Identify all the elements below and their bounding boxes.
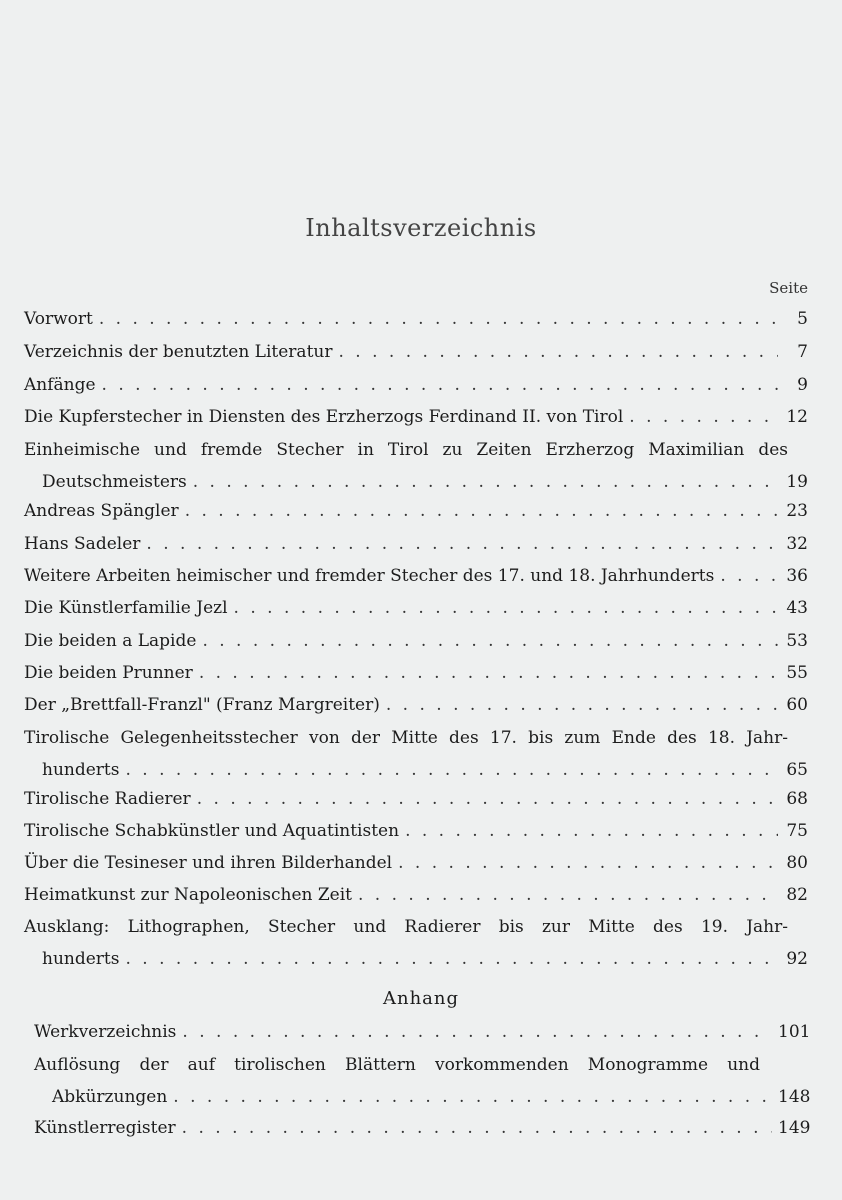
dot-leader — [197, 788, 778, 810]
appendix-heading: Anhang — [382, 988, 460, 1009]
dot-leader — [199, 662, 778, 684]
toc-entry-page: 5 — [797, 309, 808, 329]
toc-entry-label: Die Künstlerfamilie Jezl — [24, 598, 228, 618]
dot-leader — [102, 374, 778, 396]
toc-entry-page: 149 — [778, 1118, 811, 1138]
toc-entry — [24, 500, 808, 522]
toc-entry — [24, 727, 808, 781]
toc-entry-label: Einheimische und fremde Stecher in Tirol zu Zeiten Erzherzog Maximilian des — [24, 440, 788, 460]
toc-entry-label: Die beiden Prunner — [24, 663, 193, 683]
toc-entry-page: 32 — [786, 534, 808, 554]
toc-entry-page: 101 — [778, 1022, 811, 1042]
toc-entry-page: 80 — [786, 853, 808, 873]
toc-entry-page: 23 — [786, 501, 808, 521]
toc-entry-label: Tirolische Radierer — [24, 789, 191, 809]
toc-entry-label: Vorwort — [24, 309, 93, 329]
toc-entry — [24, 788, 808, 810]
toc-entry — [34, 1117, 811, 1139]
toc-entry-page: 19 — [786, 472, 808, 492]
toc-entry-label: Über die Tesineser und ihren Bilderhandel — [24, 853, 393, 873]
toc-entry-page: 43 — [786, 598, 808, 618]
toc-entry-page: 36 — [786, 566, 808, 586]
toc-entry — [34, 1054, 811, 1108]
toc-entry — [24, 406, 808, 428]
toc-entry-label: Weitere Arbeiten heimischer und fremder Stecher des 17. und 18. Jahrhunderts — [24, 566, 715, 586]
toc-entry — [24, 630, 808, 652]
dot-leader — [125, 759, 778, 781]
toc-entry — [24, 662, 808, 684]
toc-entry-label: Künstlerregister — [34, 1118, 176, 1138]
toc-entry-label: Auflösung der auf tirolischen Blättern vorkommenden Monogramme und — [34, 1055, 760, 1075]
toc-entry-label: Tirolische Gelegenheitsstecher von der Mitte des 17. bis zum Ende des 18. Jahr- — [24, 728, 788, 748]
toc-entry-label-continued: hunderts — [42, 760, 120, 780]
toc-entry — [24, 374, 808, 396]
toc-entry-page: 75 — [786, 821, 808, 841]
toc-entry-label: Andreas Spängler — [24, 501, 179, 521]
toc-entry-label: Tirolische Schabkünstler und Aquatintisten — [24, 821, 400, 841]
dot-leader — [629, 406, 778, 428]
dot-leader — [338, 341, 778, 363]
toc-entry-label: Verzeichnis der benutzten Literatur — [24, 342, 333, 362]
toc-entry — [24, 308, 808, 330]
dot-leader — [146, 533, 778, 555]
toc-entry — [24, 565, 808, 587]
toc-entry — [24, 694, 808, 716]
toc-entry-label-continued: Deutschmeisters — [42, 472, 187, 492]
toc-entry-label: Anfänge — [24, 375, 96, 395]
toc-entry-page: 53 — [786, 631, 808, 651]
toc-entry-label: Die Kupferstecher in Diensten des Erzherzogs Ferdinand II. von Tirol — [24, 407, 624, 427]
page-column-header: Seite — [769, 279, 808, 297]
dot-leader — [405, 820, 778, 842]
dot-leader — [193, 471, 778, 493]
toc-entry-page: 12 — [786, 407, 808, 427]
dot-leader — [398, 852, 778, 874]
toc-entry-label: Hans Sadeler — [24, 534, 141, 554]
toc-entry — [24, 916, 808, 970]
toc-entry-page: 68 — [786, 789, 808, 809]
dot-leader — [125, 948, 778, 970]
toc-entry-page: 9 — [797, 375, 808, 395]
dot-leader — [386, 694, 778, 716]
page-title: Inhaltsverzeichnis — [305, 214, 537, 242]
toc-entry-label: Die beiden a Lapide — [24, 631, 197, 651]
toc-entry-label-continued: hunderts — [42, 949, 120, 969]
toc-entry — [24, 597, 808, 619]
toc-entry-label-continued: Abkürzungen — [52, 1087, 168, 1107]
toc-entry-page: 55 — [786, 663, 808, 683]
toc-entry — [34, 1021, 811, 1043]
toc-entry-page: 7 — [797, 342, 808, 362]
dot-leader — [185, 500, 778, 522]
dot-leader — [720, 565, 778, 587]
toc-entry-page: 65 — [786, 760, 808, 780]
dot-leader — [182, 1117, 772, 1139]
dot-leader — [99, 308, 778, 330]
toc-entry-label: Heimatkunst zur Napoleonischen Zeit — [24, 885, 352, 905]
dot-leader — [182, 1021, 772, 1043]
toc-entry-label: Ausklang: Lithographen, Stecher und Radierer bis zur Mitte des 19. Jahr- — [24, 917, 788, 937]
toc-entry — [24, 820, 808, 842]
dot-leader — [358, 884, 778, 906]
toc-entry-label: Werkverzeichnis — [34, 1022, 177, 1042]
toc-entry — [24, 852, 808, 874]
dot-leader — [173, 1086, 772, 1108]
toc-entry — [24, 533, 808, 555]
toc-entry-page: 82 — [786, 885, 808, 905]
toc-entry-label: Der „Brettfall-Franzl" (Franz Margreiter) — [24, 695, 380, 715]
dot-leader — [202, 630, 778, 652]
toc-entry — [24, 439, 808, 493]
toc-entry — [24, 884, 808, 906]
dot-leader — [234, 597, 778, 619]
toc-entry — [24, 341, 808, 363]
toc-entry-page: 148 — [778, 1087, 811, 1107]
toc-entry-page: 92 — [786, 949, 808, 969]
toc-entry-page: 60 — [786, 695, 808, 715]
